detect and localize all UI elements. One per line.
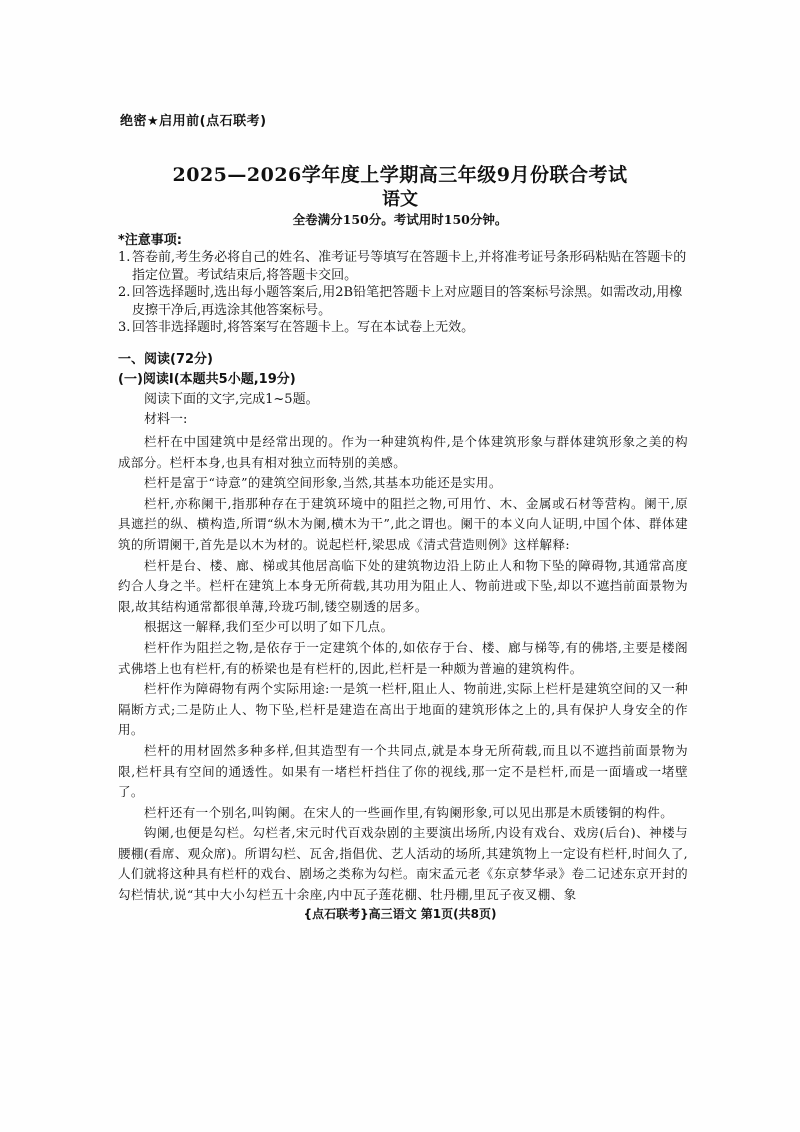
notes-heading: *注意事项: [118,233,182,248]
note-text: 答卷前,考生务必将自己的姓名、准考证号等填写在答题卡上,并将准考证号条形码粘贴在答题卡的指定位置。考试结束后,将答题卡交回。 [132,250,687,283]
passage-paragraph: 栏杆在中国建筑中是经常出现的。作为一种建筑构件,是个体建筑形象与群体建筑形象之美的构成部分。栏杆本身,也具有相对独立而特别的美感。 [118,434,688,470]
section-heading: 一、阅读(72分) [118,352,213,367]
exam-subject: 语文 [382,189,418,210]
passage-paragraph: 根据这一解释,我们至少可以明了如下几点。 [144,619,394,635]
note-text: 回答非选择题时,将答案写在答题卡上。写在本试卷上无效。 [132,320,475,336]
note-number: 1. [118,250,131,266]
note-item [118,249,688,284]
notes-block [118,232,688,336]
note-number: 2. [118,285,131,301]
passage-text [118,432,688,906]
score-time-line: 全卷满分150分。考试用时150分钟。 [292,212,508,227]
note-item [118,319,688,336]
passage-paragraph: 栏杆是富于“诗意”的建筑空间形象,当然,其基本功能还是实用。 [144,475,502,491]
page-footer: {点石联考}高三语文 第1页(共8页) [303,907,497,921]
material-label: 材料一: [144,412,188,427]
passage-paragraph: 栏杆是台、楼、廊、梯或其他居高临下处的建筑物边沿上防止人和物下坠的障碍物,其通常高度约合人身之半。栏杆在建筑上本身无所荷载,其功用为阻止人、物前进或下坠,却以不遮挡前面景物为限,故其结构通常都很单薄,玲珑巧制,镂空剔透的居多。 [118,557,688,614]
note-text: 回答选择题时,选出每小题答案后,用2B铅笔把答题卡上对应题目的答案标号涂黑。如需改动,用橡皮擦干净后,再选涂其他答案标号。 [132,285,683,318]
passage-paragraph: 钩阑,也便是勾栏。勾栏者,宋元时代百戏杂剧的主要演出场所,内设有戏台、戏房(后台)、神楼与腰棚(看席、观众席)。所谓勾栏、瓦舍,指倡优、艺人活动的场所,其建筑物上一定设有栏杆,时间久了,人们就将这种具有栏杆的戏台、剧场之类称为勾栏。南宋孟元老《东京梦华录》卷二记述东京开封的勾栏情状,说“其中大小勾栏五十余座,内中瓦子莲花棚、牡丹棚,里瓦子夜叉棚、象 [118,825,688,903]
exam-title: 2025—2026学年度上学期高三年级9月份联合考试 [172,164,628,186]
confidential-label: 绝密★启用前(点石联考) [120,114,267,129]
passage-paragraph: 栏杆,亦称阑干,指那种存在于建筑环境中的阻拦之物,可用竹、木、金属或石材等营构。阑干,原具遮拦的纵、横构造,所谓“纵木为阑,横木为干”,此之谓也。阑干的本义向人证明,中国个体、群体建筑的所谓阑干,首先是以木为材的。说起栏杆,梁思成《清式营造则例》这样解释: [118,495,688,552]
subsection-heading: (一)阅读Ⅰ(本题共5小题,19分) [118,372,296,387]
passage-paragraph: 栏杆作为障碍物有两个实际用途:一是筑一栏杆,阻止人、物前进,实际上栏杆是建筑空间的又一种隔断方式;二是防止人、物下坠,栏杆是建造在高出于地面的建筑形体之上的,具有保护人身安全的作用。 [118,681,688,738]
passage-paragraph: 栏杆的用材固然多种多样,但其造型有一个共同点,就是本身无所荷载,而且以不遮挡前面景物为限,栏杆具有空间的通透性。如果有一堵栏杆挡住了你的视线,那一定不是栏杆,而是一面墙或一堵壁了。 [118,742,688,800]
note-item [118,284,688,319]
passage-paragraph: 栏杆还有一个别名,叫钩阑。在宋人的一些画作里,有钩阑形象,可以见出那是木质镂铜的构件。 [144,804,674,820]
passage-paragraph: 栏杆作为阻拦之物,是依存于一定建筑个体的,如依存于台、楼、廊与梯等,有的佛塔,主要是楼阁式佛塔上也有栏杆,有的桥梁也是有栏杆的,因此,栏杆是一种颇为普遍的建筑构件。 [118,639,688,676]
reading-instruction: 阅读下面的文字,完成1~5题。 [144,392,319,407]
note-number: 3. [118,320,131,336]
